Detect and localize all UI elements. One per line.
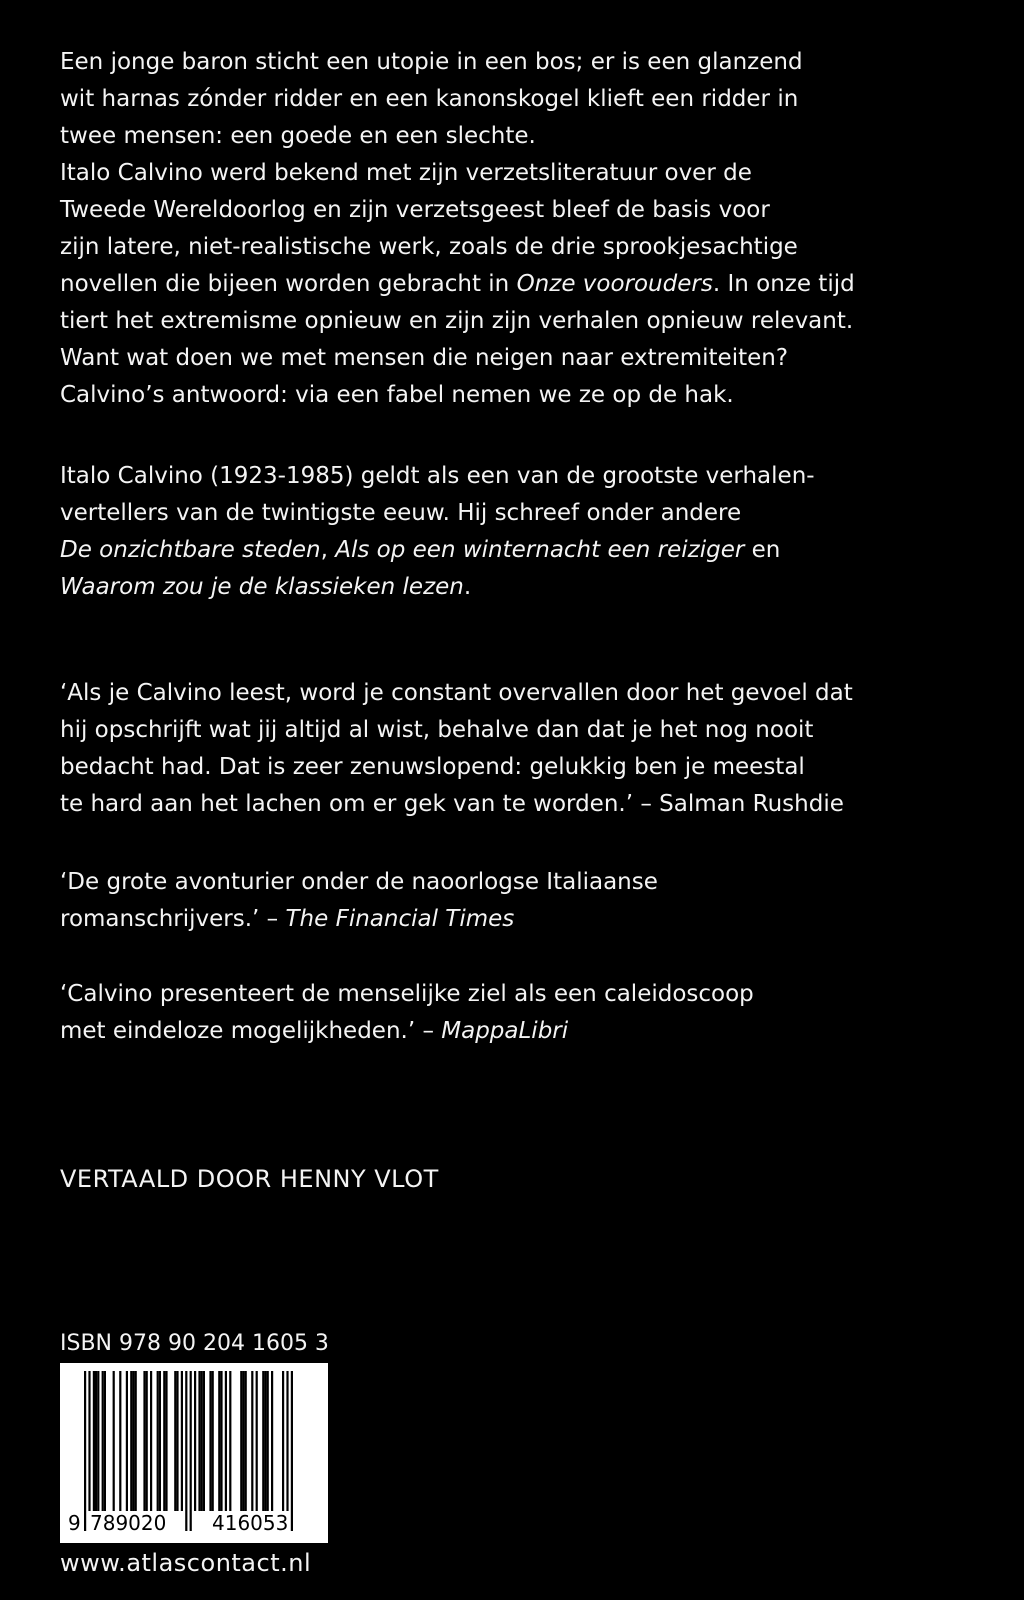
publisher-website: www.atlascontact.nl [60, 1549, 312, 1577]
barcode-bar [218, 1371, 220, 1511]
barcode-bar [242, 1371, 244, 1511]
barcode-bar [135, 1371, 137, 1511]
quote-line: hij opschrijft wat jij altijd al wist, behalve dan dat je het nog nooit [60, 717, 814, 743]
quote-line: bedacht had. Dat is zeer zenuwslopend: gelukkig ben je meestal [60, 754, 805, 780]
quote-line: te hard aan het lachen om er gek van te worden.’ – Salman Rushdie [60, 791, 844, 817]
barcode-bar [267, 1371, 269, 1511]
barcode-bar [150, 1371, 152, 1511]
barcode [60, 1363, 328, 1543]
barcode-bar [201, 1371, 203, 1511]
barcode-bar [286, 1371, 288, 1531]
barcode-bar [291, 1371, 293, 1531]
bio-text: en [744, 537, 781, 563]
bio-line: vertellers van de twintigste eeuw. Hij schreef onder andere [60, 500, 742, 526]
barcode-bar [282, 1371, 284, 1511]
barcode-bar [84, 1371, 86, 1531]
barcode-bar [245, 1371, 247, 1511]
bio-line [60, 569, 960, 606]
barcode-bar [104, 1371, 106, 1511]
barcode-bar [190, 1371, 192, 1531]
review-quote-financial-times [60, 864, 960, 938]
barcode-bar [157, 1371, 159, 1511]
blurb-line: Calvino’s antwoord: via een fabel nemen we ze op de hak. [60, 382, 734, 408]
barcode-first-digit: 9 [68, 1511, 81, 1535]
book-title: De onzichtbare steden [60, 537, 321, 563]
barcode-bar [88, 1371, 90, 1531]
barcode-bar [220, 1371, 222, 1511]
barcode-bar [212, 1371, 214, 1511]
barcode-bar [209, 1371, 211, 1511]
quote-line: ‘De grote avonturier onder de naoorlogse Italiaanse [60, 869, 658, 895]
book-title: Waarom zou je de klassieken lezen [60, 574, 464, 600]
barcode-bar [185, 1371, 187, 1531]
barcode-bar [174, 1371, 176, 1511]
author-bio [60, 458, 960, 606]
blurb-line: twee mensen: een goede en een slechte. [60, 123, 536, 149]
blurb-line: Italo Calvino werd bekend met zijn verzetsliteratuur over de [60, 160, 752, 186]
review-quote-mappalibri [60, 976, 960, 1050]
quote-line [60, 1013, 960, 1050]
blurb-line: Want wat doen we met mensen die neigen naar extremiteiten? [60, 345, 789, 371]
quote-line: ‘Als je Calvino leest, word je constant overvallen door het gevoel dat [60, 680, 853, 706]
review-quote-rushdie [60, 675, 960, 823]
blurb-line: Een jonge baron sticht een utopie in een bos; er is een glanzend [60, 49, 803, 75]
description-blurb [60, 44, 960, 414]
book-title: Als op een winternacht een reiziger [335, 537, 745, 563]
barcode-bar [93, 1371, 95, 1511]
barcode-bar [198, 1371, 200, 1511]
barcode-bar [256, 1371, 258, 1511]
quote-line [60, 901, 960, 938]
quote-text: romanschrijvers.’ – [60, 906, 286, 932]
blurb-line: wit harnas zónder ridder en een kanonskogel klieft een ridder in [60, 86, 799, 112]
barcode-bar [181, 1371, 183, 1511]
barcode-bar [176, 1371, 178, 1511]
quote-source: The Financial Times [285, 906, 515, 932]
bio-text: . [463, 574, 472, 600]
barcode-bar [146, 1371, 148, 1511]
bio-text: , [320, 537, 336, 563]
barcode-bar [113, 1371, 115, 1511]
barcode-bar [95, 1371, 97, 1511]
barcode-bar [163, 1371, 165, 1511]
blurb-text: novellen die bijeen worden gebracht in [60, 271, 517, 297]
bio-line [60, 532, 960, 569]
bio-line: Italo Calvino (1923-1985) geldt als een van de grootste verhalen- [60, 463, 815, 489]
barcode-bar [262, 1371, 264, 1511]
barcode-bar [119, 1371, 121, 1511]
barcode-bar [203, 1371, 205, 1511]
quote-source: MappaLibri [441, 1018, 569, 1044]
book-title: Onze voorouders [516, 271, 713, 297]
barcode-bar [126, 1371, 128, 1511]
quote-text: met eindeloze mogelijkheden.’ – [60, 1018, 442, 1044]
barcode-bar [194, 1371, 196, 1511]
blurb-line [60, 266, 960, 303]
barcode-bar [97, 1371, 99, 1511]
barcode-bar [225, 1371, 227, 1511]
blurb-line: zijn latere, niet-realistische werk, zoals de drie sprookjesachtige [60, 234, 798, 260]
barcode-bar [130, 1371, 132, 1511]
barcode-bar [251, 1371, 253, 1511]
isbn-number: ISBN 978 90 204 1605 3 [60, 1331, 329, 1356]
barcode-bar [229, 1371, 231, 1511]
blurb-line: tiert het extremisme opnieuw en zijn zijn verhalen opnieuw relevant. [60, 308, 854, 334]
barcode-left-digits: 789020 [90, 1511, 167, 1535]
quote-line: ‘Calvino presenteert de menselijke ziel als een caleidoscoop [60, 981, 754, 1007]
barcode-bar [264, 1371, 266, 1511]
barcode-right-digits: 416053 [212, 1511, 289, 1535]
barcode-bar [102, 1371, 104, 1511]
translator-credit: VERTAALD DOOR HENNY VLOT [60, 1165, 439, 1193]
barcode-bar [143, 1371, 145, 1511]
blurb-text: . In onze tijd [712, 271, 855, 297]
barcode-bar [165, 1371, 167, 1511]
barcode-bar [240, 1371, 242, 1511]
blurb-line: Tweede Wereldoorlog en zijn verzetsgeest bleef de basis voor [60, 197, 770, 223]
barcode-bar [132, 1371, 134, 1511]
barcode-bar [271, 1371, 273, 1511]
barcode-bar [159, 1371, 161, 1511]
